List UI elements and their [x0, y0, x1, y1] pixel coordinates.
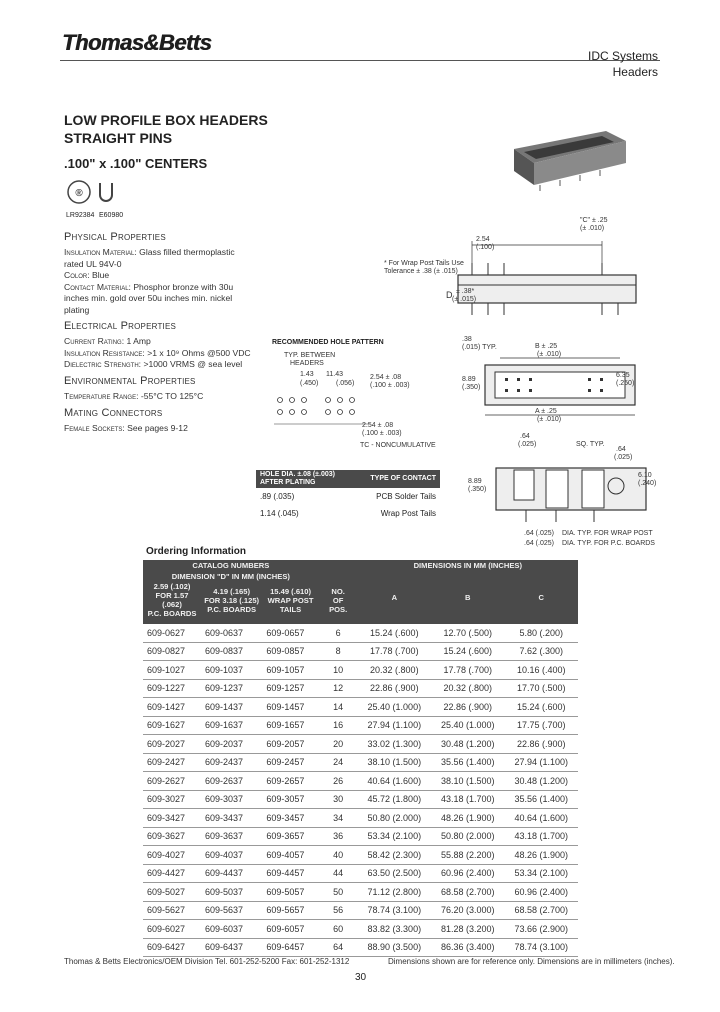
dim-c-cell: 73.66 (2.900)	[504, 920, 578, 939]
dim-c-cell: 43.18 (1.700)	[504, 827, 578, 846]
csa-file-number: LR92384	[66, 212, 95, 219]
hole-table-header-type: TYPE OF CONTACT	[354, 470, 440, 488]
dim-c-cell: 48.26 (1.900)	[504, 846, 578, 865]
catalog-pcb-062: 609-6427	[143, 938, 201, 957]
catalog-numbers-header: CATALOG NUMBERS	[143, 560, 319, 571]
certification-icons	[66, 178, 126, 208]
dim-a-cell: 71.12 (2.800)	[358, 883, 431, 902]
dim-b-cell: 55.88 (2.200)	[431, 846, 504, 865]
dim-c-cell: 60.96 (2.400)	[504, 883, 578, 902]
catalog-pcb-062: 609-3427	[143, 809, 201, 828]
table-row	[143, 809, 578, 828]
catalog-wrap-post: 609-0857	[262, 642, 318, 661]
catalog-pcb-125: 609-6437	[201, 938, 262, 957]
positions-header: NO. OF POS.	[319, 582, 358, 618]
table-row	[143, 661, 578, 680]
positions-cell: 12	[319, 679, 358, 698]
dim-a-cell: 22.86 (.900)	[358, 679, 431, 698]
hole-table-header-dia: HOLE DIA. ±.08 (±.003) AFTER PLATING	[256, 470, 354, 488]
ul-logo-icon	[100, 183, 112, 201]
catalog-wrap-post: 609-1457	[262, 698, 318, 717]
header-divider	[60, 60, 660, 61]
table-row	[143, 735, 578, 754]
footer-note: Dimensions shown are for reference only. Dimensions are in millimeters (inches).	[388, 957, 675, 966]
positions-cell: 34	[319, 809, 358, 828]
catalog-pcb-125: 609-4437	[201, 864, 262, 883]
catalog-pcb-062: 609-2627	[143, 772, 201, 791]
positions-cell: 44	[319, 864, 358, 883]
dim-c-cell: 17.70 (.500)	[504, 679, 578, 698]
mating-heading: Mating Connectors	[64, 407, 163, 419]
catalog-pcb-062: 609-1427	[143, 698, 201, 717]
dim-c-cell: 27.94 (1.100)	[504, 753, 578, 772]
physical-heading: Physical Properties	[64, 231, 166, 243]
dim-a-cell: 27.94 (1.100)	[358, 716, 431, 735]
catalog-wrap-post: 609-2657	[262, 772, 318, 791]
dim-a-cell: 20.32 (.800)	[358, 661, 431, 680]
table-row	[143, 679, 578, 698]
dim-b-cell: 35.56 (1.400)	[431, 753, 504, 772]
col-a-header: A	[358, 571, 431, 624]
hole-pattern-title: RECOMMENDED HOLE PATTERN	[272, 339, 384, 346]
ordering-title: Ordering Information	[146, 546, 246, 557]
catalog-pcb-062: 609-3627	[143, 827, 201, 846]
catalog-pcb-125: 609-5637	[201, 901, 262, 920]
catalog-wrap-post: 609-0657	[262, 624, 318, 642]
dim-b-cell: 68.58 (2.700)	[431, 883, 504, 902]
catalog-pcb-062: 609-0627	[143, 624, 201, 642]
table-row	[143, 698, 578, 717]
table-row	[143, 920, 578, 939]
dim-b-cell: 20.32 (.800)	[431, 679, 504, 698]
catalog-pcb-125: 609-5037	[201, 883, 262, 902]
positions-cell: 24	[319, 753, 358, 772]
electrical-properties: Current Rating: 1 Amp Insulation Resistance: >1 x 10⁹ Ohms @500 VDC Dielectric Strength: >1000 VRMS @ sea level	[64, 336, 251, 370]
catalog-pcb-125: 609-1037	[201, 661, 262, 680]
contact-type-cell: PCB Solder Tails	[376, 492, 436, 501]
ordering-table-body	[143, 624, 578, 957]
catalog-pcb-062: 609-4427	[143, 864, 201, 883]
dim-a-cell: 53.34 (2.100)	[358, 827, 431, 846]
dim-b-cell: 76.20 (3.000)	[431, 901, 504, 920]
table-row	[143, 827, 578, 846]
positions-cell: 56	[319, 901, 358, 920]
positions-cell: 50	[319, 883, 358, 902]
catalog-pcb-125: 609-1237	[201, 679, 262, 698]
dim-c-cell: 53.34 (2.100)	[504, 864, 578, 883]
positions-cell: 36	[319, 827, 358, 846]
dim-a-cell: 78.74 (3.100)	[358, 901, 431, 920]
catalog-pcb-062: 609-0827	[143, 642, 201, 661]
catalog-pcb-125: 609-2637	[201, 772, 262, 791]
positions-cell: 64	[319, 938, 358, 957]
dim-a-cell: 63.50 (2.500)	[358, 864, 431, 883]
environmental-properties: Temperature Range: -55°C TO 125°C	[64, 391, 204, 401]
catalog-pcb-062: 609-4027	[143, 846, 201, 865]
dim-c-cell: 30.48 (1.200)	[504, 772, 578, 791]
positions-cell: 6	[319, 624, 358, 642]
catalog-pcb-125: 609-2037	[201, 735, 262, 754]
dim-a-cell: 17.78 (.700)	[358, 642, 431, 661]
catalog-wrap-post: 609-1257	[262, 679, 318, 698]
col1-header: 2.59 (.102) FOR 1.57 (.062) P.C. BOARDS	[143, 582, 201, 618]
catalog-wrap-post: 609-6057	[262, 920, 318, 939]
dim-c-cell: 78.74 (3.100)	[504, 938, 578, 957]
catalog-pcb-125: 609-0837	[201, 642, 262, 661]
dim-b-cell: 43.18 (1.700)	[431, 790, 504, 809]
dim-b-cell: 15.24 (.600)	[431, 642, 504, 661]
brand-logo: Thomas&Betts	[62, 30, 212, 55]
dim-a-cell: 33.02 (1.300)	[358, 735, 431, 754]
dim-b-cell: 17.78 (.700)	[431, 661, 504, 680]
table-row	[143, 753, 578, 772]
pitch-spec: .100" x .100" CENTERS	[64, 156, 208, 171]
dim-a-cell: 15.24 (.600)	[358, 624, 431, 642]
dim-b-cell: 81.28 (3.200)	[431, 920, 504, 939]
table-row	[143, 938, 578, 957]
positions-cell: 20	[319, 735, 358, 754]
dim-b-cell: 22.86 (.900)	[431, 698, 504, 717]
catalog-pcb-125: 609-4037	[201, 846, 262, 865]
mating-connectors: Female Sockets: See pages 9-12	[64, 423, 188, 433]
catalog-wrap-post: 609-5657	[262, 901, 318, 920]
dim-c-cell: 17.75 (.700)	[504, 716, 578, 735]
footer-contact: Thomas & Betts Electronics/OEM Division Tel. 601-252-5200 Fax: 601-252-1312	[64, 957, 350, 966]
table-row	[143, 901, 578, 920]
positions-cell: 16	[319, 716, 358, 735]
col-b-header: B	[431, 571, 504, 624]
dim-b-cell: 12.70 (.500)	[431, 624, 504, 642]
hole-dia-cell: .89 (.035)	[260, 492, 295, 501]
col3-header: 15.49 (.610) WRAP POST TAILS	[262, 582, 318, 618]
dim-c-cell: 22.86 (.900)	[504, 735, 578, 754]
table-row	[143, 846, 578, 865]
section-view-drawing	[486, 450, 656, 530]
catalog-wrap-post: 609-4457	[262, 864, 318, 883]
catalog-wrap-post: 609-5057	[262, 883, 318, 902]
dim-a-cell: 25.40 (1.000)	[358, 698, 431, 717]
dim-b-cell: 86.36 (3.400)	[431, 938, 504, 957]
catalog-pcb-062: 609-3027	[143, 790, 201, 809]
page-number: 30	[355, 972, 367, 983]
product-title: LOW PROFILE BOX HEADERS	[64, 112, 268, 128]
table-row	[143, 716, 578, 735]
dim-a-cell: 45.72 (1.800)	[358, 790, 431, 809]
svg-text:®: ®	[75, 188, 83, 199]
catalog-pcb-125: 609-3437	[201, 809, 262, 828]
ordering-table	[143, 560, 578, 957]
dim-a-cell: 50.80 (2.000)	[358, 809, 431, 828]
positions-cell: 30	[319, 790, 358, 809]
dim-b-cell: 30.48 (1.200)	[431, 735, 504, 754]
col2-header: 4.19 (.165) FOR 3.18 (.125) P.C. BOARDS	[201, 582, 262, 618]
dim-b-cell: 50.80 (2.000)	[431, 827, 504, 846]
environmental-heading: Environmental Properties	[64, 375, 196, 387]
dim-a-cell: 88.90 (3.500)	[358, 938, 431, 957]
dimension-d-header: DIMENSION "D" IN MM (INCHES)	[143, 571, 319, 582]
positions-cell: 8	[319, 642, 358, 661]
col-c-header: C	[504, 571, 578, 624]
dim-c-cell: 68.58 (2.700)	[504, 901, 578, 920]
table-row	[143, 883, 578, 902]
positions-cell: 40	[319, 846, 358, 865]
section-title: IDC Systems	[587, 49, 658, 63]
catalog-wrap-post: 609-1657	[262, 716, 318, 735]
dim-c-cell: 35.56 (1.400)	[504, 790, 578, 809]
ul-file-number: E60980	[99, 212, 124, 219]
catalog-pcb-125: 609-0637	[201, 624, 262, 642]
catalog-pcb-125: 609-2437	[201, 753, 262, 772]
dim-c-cell: 40.64 (1.600)	[504, 809, 578, 828]
catalog-pcb-062: 609-5027	[143, 883, 201, 902]
dim-b-cell: 48.26 (1.900)	[431, 809, 504, 828]
table-row	[143, 790, 578, 809]
dim-c-cell: 15.24 (.600)	[504, 698, 578, 717]
catalog-wrap-post: 609-4057	[262, 846, 318, 865]
catalog-pcb-062: 609-1627	[143, 716, 201, 735]
positions-cell: 10	[319, 661, 358, 680]
catalog-pcb-125: 609-1437	[201, 698, 262, 717]
dim-c-cell: 10.16 (.400)	[504, 661, 578, 680]
catalog-wrap-post: 609-3057	[262, 790, 318, 809]
table-row	[143, 624, 578, 642]
catalog-pcb-062: 609-5627	[143, 901, 201, 920]
positions-cell: 26	[319, 772, 358, 791]
product-subtitle: STRAIGHT PINS	[64, 130, 173, 146]
positions-cell: 14	[319, 698, 358, 717]
table-row	[143, 864, 578, 883]
hole-dia-cell: 1.14 (.045)	[260, 509, 299, 518]
section-subtitle: Headers	[612, 65, 658, 79]
table-row	[143, 772, 578, 791]
product-photo	[510, 125, 630, 193]
dimensions-header: DIMENSIONS IN MM (INCHES)	[358, 560, 578, 571]
catalog-pcb-062: 609-2427	[143, 753, 201, 772]
positions-cell: 60	[319, 920, 358, 939]
hole-diameter-table	[256, 470, 440, 522]
catalog-pcb-062: 609-6027	[143, 920, 201, 939]
catalog-pcb-125: 609-6037	[201, 920, 262, 939]
catalog-wrap-post: 609-6457	[262, 938, 318, 957]
electrical-heading: Electrical Properties	[64, 320, 177, 332]
catalog-pcb-062: 609-2027	[143, 735, 201, 754]
catalog-wrap-post: 609-3457	[262, 809, 318, 828]
dim-b-cell: 25.40 (1.000)	[431, 716, 504, 735]
table-row	[143, 642, 578, 661]
contact-type-cell: Wrap Post Tails	[380, 509, 436, 518]
dim-a-cell: 83.82 (3.300)	[358, 920, 431, 939]
catalog-pcb-125: 609-3637	[201, 827, 262, 846]
catalog-wrap-post: 609-1057	[262, 661, 318, 680]
dim-a-cell: 58.42 (2.300)	[358, 846, 431, 865]
catalog-wrap-post: 609-3657	[262, 827, 318, 846]
catalog-pcb-125: 609-1637	[201, 716, 262, 735]
dim-c-cell: 5.80 (.200)	[504, 624, 578, 642]
catalog-pcb-125: 609-3037	[201, 790, 262, 809]
dim-c-cell: 7.62 (.300)	[504, 642, 578, 661]
dim-b-cell: 38.10 (1.500)	[431, 772, 504, 791]
physical-properties: Insulation Material: Glass filled thermoplastic rated UL 94V-0 Color: Blue Contact Material: Phosphor bronze with 30u inches min. gold over 50u inches min. nickel plating	[64, 247, 235, 315]
catalog-wrap-post: 609-2457	[262, 753, 318, 772]
catalog-pcb-062: 609-1227	[143, 679, 201, 698]
catalog-wrap-post: 609-2057	[262, 735, 318, 754]
dim-b-cell: 60.96 (2.400)	[431, 864, 504, 883]
dim-a-cell: 38.10 (1.500)	[358, 753, 431, 772]
catalog-pcb-062: 609-1027	[143, 661, 201, 680]
dim-a-cell: 40.64 (1.600)	[358, 772, 431, 791]
